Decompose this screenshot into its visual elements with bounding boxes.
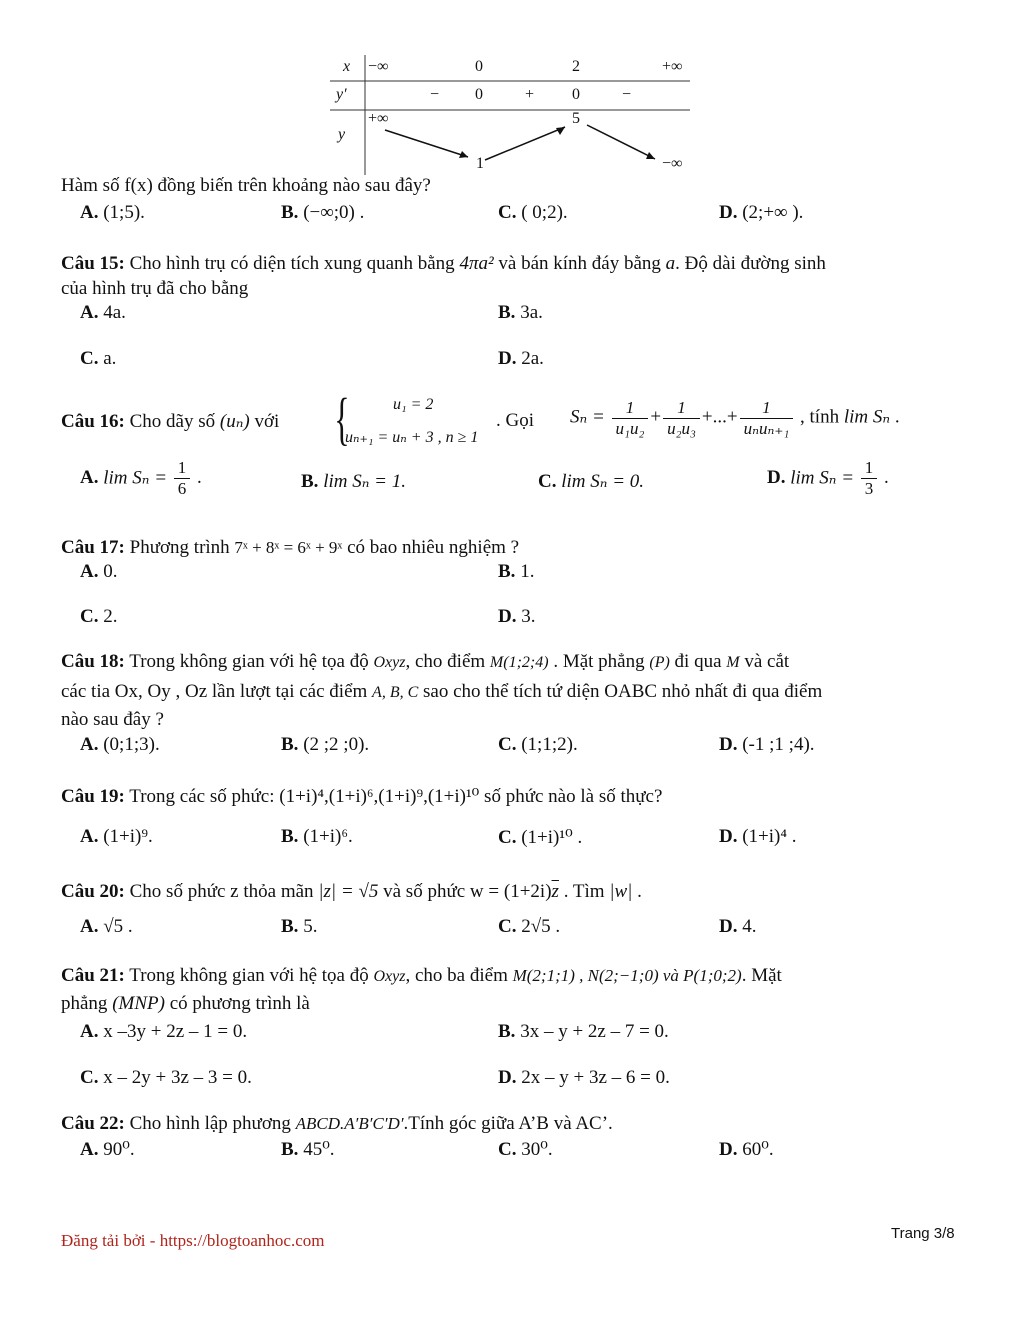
- q20-mod: |z| = √5: [318, 881, 379, 902]
- q18-c-text: (1;1;2).: [521, 734, 578, 755]
- q19-stem-1: Trong các số phức:: [129, 786, 275, 807]
- q17-a-text: 0.: [103, 561, 118, 582]
- q20-d-text: 4.: [742, 916, 757, 937]
- q16-stem-4: , tính: [800, 406, 840, 428]
- q16-dots: +...+: [701, 406, 738, 428]
- q22-stem-2: .Tính góc giữa A’B và AC’.: [403, 1113, 613, 1134]
- q14-option-c: C. ( 0;2).: [498, 202, 568, 223]
- q16-stem-2: với: [254, 411, 280, 432]
- q14-option-a: A. (1;5).: [80, 202, 145, 223]
- q16-stem-start: [61, 410, 279, 433]
- q20-c-text: 2√5 .: [521, 916, 561, 937]
- q22-option-d: D. 60⁰.: [719, 1139, 774, 1160]
- q19-option-a: A. (1+i)⁹.: [80, 826, 153, 847]
- table-x-2: 2: [572, 58, 580, 75]
- q16-a-text: lim Sₙ =: [103, 467, 168, 489]
- q20-zbar: $\overline{z}$: [551, 881, 559, 902]
- q14-b-text: (−∞;0) .: [303, 202, 365, 223]
- q15-option-a: A. 4a.: [80, 302, 126, 323]
- q15-label: Câu 15:: [61, 253, 125, 274]
- table-x-label: x: [343, 58, 351, 75]
- q18-line2-b: sao cho thể tích tứ diện OABC nhỏ nhất đi qua điểm: [423, 681, 823, 702]
- q16-sn: Sₙ =: [570, 406, 605, 428]
- q16-label: Câu 16:: [61, 411, 125, 432]
- q18-oxyz: Oxyz: [373, 654, 406, 671]
- q18-option-c: C. (1;1;2).: [498, 734, 578, 755]
- q19-option-d: D. (1+i)⁴ .: [719, 826, 797, 847]
- q21-c-text: x – 2y + 3z – 3 = 0.: [103, 1067, 252, 1088]
- q21-label: Câu 21:: [61, 965, 125, 986]
- q21-option-c: C. x – 2y + 3z – 3 = 0.: [80, 1067, 252, 1088]
- q16-seq: (uₙ): [219, 411, 250, 432]
- q18-line2: [61, 681, 822, 703]
- table-y-1: 5: [572, 110, 580, 127]
- q16-frac-1-num: 1: [612, 398, 649, 419]
- q16-system-brace: {: [334, 386, 350, 451]
- q22-cube: ABCD.A′B′C′D′: [295, 1114, 404, 1133]
- table-x-3: +∞: [662, 58, 683, 75]
- q18-line1-e: và cắt: [744, 651, 790, 672]
- q15-expr: 4πa²: [459, 253, 494, 274]
- q21-line1: [61, 965, 782, 987]
- q16-stem-3: . Gọi: [496, 410, 534, 431]
- q15-b-text: 3a.: [520, 302, 543, 323]
- q17-eq: 7ˣ + 8ˣ = 6ˣ + 9ˣ: [234, 538, 343, 557]
- q20-a-text: √5 .: [103, 916, 133, 937]
- q16-sum-expression: Sₙ = $\frac{1}{\text{u₁u₂}}$ + $\frac{1}{\text{u₂u₃}}$ +...+ $\frac{1}{\text{uₙuₙ₊₁}}$ , tính lim Sₙ .: [570, 398, 900, 438]
- arrow-down-1: [385, 130, 468, 157]
- q15-c-text: a.: [103, 348, 117, 369]
- q17-option-b: B. 1.: [498, 561, 535, 582]
- q21-line1-c: . Mặt: [741, 965, 782, 986]
- q18-b-text: (2 ;2 ;0).: [303, 734, 370, 755]
- table-y-label: y: [338, 126, 346, 143]
- q16-lim: lim Sₙ: [843, 406, 891, 428]
- q16-frac-2-den: u₂u₃: [667, 418, 696, 438]
- table-y-3: −∞: [662, 155, 683, 172]
- q17-stem: [61, 537, 519, 559]
- q16-sys-1: u₁ = 2: [393, 396, 434, 413]
- q16-frac-2: [663, 398, 700, 438]
- q22-c-text: 30⁰.: [521, 1139, 553, 1160]
- q18-abc: A, B, C: [372, 684, 419, 701]
- q21-line2: [61, 993, 310, 1015]
- q20-b-text: 5.: [303, 916, 318, 937]
- table-dy-4: −: [622, 86, 632, 103]
- q15-var-a: a: [665, 253, 676, 274]
- q18-line1-a: Trong không gian với hệ tọa độ: [129, 651, 369, 672]
- q15-stem-2: và bán kính đáy bằng: [498, 253, 661, 274]
- q20-modw: |w|: [609, 881, 633, 902]
- q16-frac-1: [612, 398, 649, 438]
- q14-d-text: (2;+∞ ).: [742, 202, 804, 223]
- table-x-1: 0: [475, 58, 483, 75]
- q17-stem-2: có bao nhiêu nghiệm ?: [347, 537, 520, 558]
- q22-stem-1: Cho hình lập phương: [129, 1113, 291, 1134]
- q19-stem-2: số phức nào là số thực?: [484, 786, 663, 807]
- q21-line2-a: phẳng: [61, 993, 108, 1014]
- q16-option-c: C. lim Sₙ = 0.: [538, 471, 645, 492]
- q19-d-text: (1+i)⁴ .: [742, 826, 797, 847]
- q15-a-text: 4a.: [103, 302, 126, 323]
- q16-d-text: lim Sₙ =: [790, 467, 855, 489]
- q20-option-b: B. 5.: [281, 916, 318, 937]
- q22-a-text: 90⁰.: [103, 1139, 135, 1160]
- q16-frac-n-num: 1: [740, 398, 794, 419]
- q16-sys-2: uₙ₊₁ = uₙ + 3 , n ≥ 1: [345, 429, 479, 446]
- q18-line1-b: , cho điểm: [405, 651, 486, 672]
- q17-label: Câu 17:: [61, 537, 125, 558]
- q20-stem-2: và số phức w = (1+2i): [383, 881, 552, 902]
- q15-stem-3: . Độ dài đường sinh: [675, 253, 826, 274]
- q17-b-text: 1.: [520, 561, 535, 582]
- q18-line1-d: đi qua: [674, 651, 722, 672]
- table-dy-2: +: [525, 86, 535, 103]
- q18-m: M: [726, 654, 740, 671]
- q16-frac-2-num: 1: [663, 398, 700, 419]
- q21-option-a: A. x –3y + 2z – 1 = 0.: [80, 1021, 248, 1042]
- q19-option-b: B. (1+i)⁶.: [281, 826, 353, 847]
- q16-c-text: lim Sₙ = 0.: [561, 471, 645, 492]
- q21-d-text: 2x – y + 3z – 6 = 0.: [521, 1067, 670, 1088]
- q21-line1-b: , cho ba điểm: [405, 965, 508, 986]
- q15-option-d: D. 2a.: [498, 348, 544, 369]
- q22-option-a: A. 90⁰.: [80, 1139, 135, 1160]
- arrow-down-2: [587, 125, 655, 159]
- arrow-up: [485, 127, 565, 160]
- q19-stem: [61, 785, 662, 808]
- q21-line1-a: Trong không gian với hệ tọa độ: [129, 965, 369, 986]
- q18-line2-a: các tia Ox, Oy , Oz lần lượt tại các điểm: [61, 681, 368, 702]
- q19-option-c: C. (1+i)¹⁰ .: [498, 827, 583, 848]
- q18-line1: [61, 651, 789, 673]
- q18-d-text: (-1 ;1 ;4).: [742, 734, 815, 755]
- q20-option-c: C. 2√5 .: [498, 916, 561, 937]
- q15-stem-1: Cho hình trụ có diện tích xung quanh bằng: [129, 253, 455, 274]
- q16-d-frac: [861, 458, 878, 498]
- q19-c-text: (1+i)¹⁰ .: [521, 827, 583, 848]
- q16-option-a: A. lim Sₙ = $\frac{1}{6}$ .: [80, 458, 202, 498]
- q22-b-text: 45⁰.: [303, 1139, 335, 1160]
- q16-frac-1-den: u₁u₂: [615, 418, 645, 438]
- q17-d-text: 3.: [521, 606, 536, 627]
- table-dy-1: 0: [475, 86, 483, 103]
- q21-line2-b: có phương trình là: [169, 993, 310, 1014]
- q19-a-text: (1+i)⁹.: [103, 826, 153, 847]
- q16-stem-1: Cho dãy số: [129, 411, 216, 432]
- q17-option-a: A. 0.: [80, 561, 118, 582]
- table-dy-3: 0: [572, 86, 580, 103]
- q17-stem-1: Phương trình: [129, 537, 230, 558]
- footer-source-link[interactable]: Đăng tải bởi - https://blogtoanhoc.com: [61, 1231, 325, 1250]
- q14-stem: Hàm số f(x) đồng biến trên khoảng nào sau đây?: [61, 175, 431, 196]
- q18-line3: nào sau đây ?: [61, 709, 164, 730]
- q19-list: (1+i)⁴,(1+i)⁶,(1+i)⁹,(1+i)¹⁰: [279, 786, 480, 807]
- q21-option-d: D. 2x – y + 3z – 6 = 0.: [498, 1067, 670, 1088]
- q20-stem-4: .: [637, 881, 642, 902]
- q18-a-text: (0;1;3).: [103, 734, 160, 755]
- q20-stem-3: . Tìm: [563, 881, 605, 902]
- q18-option-a: A. (0;1;3).: [80, 734, 160, 755]
- q16-b-text: lim Sₙ = 1.: [323, 471, 406, 492]
- q20-option-a: A. √5 .: [80, 916, 133, 937]
- q18-line1-c: . Mặt phẳng: [553, 651, 645, 672]
- q14-a-text: (1;5).: [103, 202, 145, 223]
- q18-plane: (P): [649, 654, 670, 671]
- q16-frac-n-den: uₙuₙ₊₁: [743, 418, 790, 438]
- q21-a-text: x –3y + 2z – 1 = 0.: [103, 1021, 248, 1042]
- table-dy-label: y′: [336, 86, 347, 103]
- q20-stem-1: Cho số phức z thỏa mãn: [129, 881, 314, 902]
- table-y-0: +∞: [368, 110, 389, 127]
- q22-option-c: C. 30⁰.: [498, 1139, 553, 1160]
- q15-stem: [61, 253, 826, 275]
- q20-option-d: D. 4.: [719, 916, 757, 937]
- q18-point: M(1;2;4): [489, 654, 549, 671]
- q21-b-text: 3x – y + 2z – 7 = 0.: [520, 1021, 669, 1042]
- q16-option-d: D. lim Sₙ = $\frac{1}{3}$ .: [767, 458, 889, 498]
- q15-d-text: 2a.: [521, 348, 544, 369]
- table-x-0: −∞: [368, 58, 389, 75]
- table-y-2: 1: [476, 155, 484, 172]
- page-number: Trang 3/8: [891, 1225, 955, 1242]
- q15-option-c: C. a.: [80, 348, 117, 369]
- q17-option-c: C. 2.: [80, 606, 118, 627]
- q21-option-b: B. 3x – y + 2z – 7 = 0.: [498, 1021, 669, 1042]
- q16-frac-n: [740, 398, 794, 438]
- q19-b-text: (1+i)⁶.: [303, 826, 353, 847]
- q22-d-text: 60⁰.: [742, 1139, 774, 1160]
- q17-c-text: 2.: [103, 606, 118, 627]
- q18-option-d: D. (-1 ;1 ;4).: [719, 734, 815, 755]
- q18-label: Câu 18:: [61, 651, 125, 672]
- q21-oxyz: Oxyz: [373, 968, 406, 985]
- q21-points: M(2;1;1) , N(2;−1;0) và P(1;0;2): [512, 966, 742, 985]
- q14-option-d: D. (2;+∞ ).: [719, 202, 804, 223]
- q16-d-num: 1: [861, 458, 878, 479]
- q16-d-den: 3: [864, 478, 874, 498]
- q16-a-frac: [174, 458, 191, 498]
- q20-label: Câu 20:: [61, 881, 125, 902]
- q20-stem: [61, 881, 642, 903]
- q16-option-b: B. lim Sₙ = 1.: [301, 471, 406, 492]
- q16-a-den: 6: [177, 478, 187, 498]
- q22-label: Câu 22:: [61, 1113, 125, 1134]
- q19-label: Câu 19:: [61, 786, 125, 807]
- q17-option-d: D. 3.: [498, 606, 536, 627]
- q22-stem: [61, 1113, 613, 1135]
- q14-option-b: B. (−∞;0) .: [281, 202, 365, 223]
- q16-a-num: 1: [174, 458, 191, 479]
- q15-stem-line2: của hình trụ đã cho bằng: [61, 278, 249, 299]
- q14-c-text: ( 0;2).: [521, 202, 568, 223]
- q15-option-b: B. 3a.: [498, 302, 543, 323]
- q22-option-b: B. 45⁰.: [281, 1139, 335, 1160]
- q21-mnp: (MNP): [112, 993, 165, 1014]
- q18-option-b: B. (2 ;2 ;0).: [281, 734, 370, 755]
- table-dy-0: −: [430, 86, 440, 103]
